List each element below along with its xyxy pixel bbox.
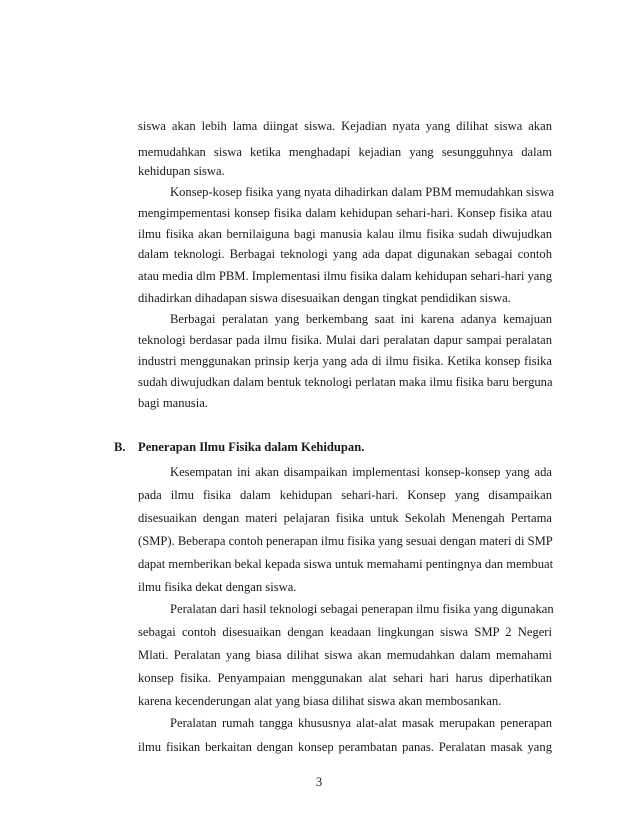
paragraph-2-line-6: dihadirkan dihadapan siswa disesuaikan dengan tingkat pendidikan siswa. (138, 291, 511, 305)
paragraph-1-line-2: memudahkan siswa ketika menghadapi kejadian yang sesungguhnya dalam (138, 145, 552, 159)
paragraph-4-line-1: Kesempatan ini akan disampaikan implementasi konsep-konsep yang ada (170, 465, 552, 479)
paragraph-6-line-1: Peralatan rumah tangga khususnya alat-alat masak merupakan penerapan (170, 716, 552, 730)
paragraph-2-line-1: Konsep-kosep fisika yang nyata dihadirkan dalam PBM memudahkan siswa (170, 185, 555, 199)
paragraph-3-line-1: Berbagai peralatan yang berkembang saat ini karena adanya kemajuan (170, 312, 552, 326)
paragraph-5-line-3: Mlati. Peralatan yang biasa dilihat siswa akan memudahkan dalam memahami (138, 648, 552, 662)
paragraph-2-line-3: ilmu fisika akan bernilaiguna bagi manusia kalau ilmu fisika sudah diwujudkan (138, 227, 552, 241)
paragraph-4-line-6: ilmu fisika dekat dengan siswa. (138, 580, 297, 594)
paragraph-6-line-2: ilmu fisikan berkaitan dengan konsep perambatan panas. Peralatan masak yang (138, 740, 552, 754)
paragraph-3-line-2: teknologi berdasar pada ilmu fisika. Mulai dari peralatan dapur sampai peralatan (138, 333, 552, 347)
paragraph-4-line-2: pada ilmu fisika dalam kehidupan sehari-hari. Konsep yang disampaikan (138, 488, 552, 502)
paragraph-5-line-1: Peralatan dari hasil teknologi sebagai penerapan ilmu fisika yang digunakan (170, 602, 554, 616)
paragraph-5-line-2: sebagai contoh disesuaikan dengan keadaan lingkungan siswa SMP 2 Negeri (138, 625, 552, 639)
paragraph-1-line-1: siswa akan lebih lama diingat siswa. Kejadian nyata yang dilihat siswa akan (138, 119, 552, 133)
paragraph-5-line-5: karena kecenderungan alat yang biasa dilihat siswa akan membosankan. (138, 694, 502, 708)
paragraph-4-line-3: disesuaikan dengan materi pelajaran fisika untuk Sekolah Menengah Pertama (138, 511, 552, 525)
paragraph-3-line-3: industri menggunakan prinsip kerja yang ada di ilmu fisika. Ketika konsep fisika (138, 354, 552, 368)
paragraph-2-line-2: mengimpementasi konsep fisika dalam kehidupan sehari-hari. Konsep fisika atau (138, 206, 552, 220)
paragraph-2-line-5: atau media dlm PBM. Implementasi ilmu fisika dalam kehidupan sehari-hari yang (138, 269, 552, 283)
paragraph-4-line-5: dapat memberikan bekal kepada siswa untuk memahami pentingnya dan membuat (138, 557, 554, 571)
paragraph-3-line-4: sudah diwujudkan dalam bentuk teknologi perlatan maka ilmu fisika baru berguna (138, 375, 553, 389)
paragraph-1-line-3: kehidupan siswa. (138, 164, 225, 178)
paragraph-2-line-4: dalam teknologi. Berbagai teknologi yang ada dapat digunakan sebagai contoh (138, 247, 552, 261)
page-number: 3 (315, 775, 323, 789)
paragraph-3-line-5: bagi manusia. (138, 396, 208, 410)
section-b-title: Penerapan Ilmu Fisika dalam Kehidupan. (138, 440, 365, 454)
section-b-letter: B. (114, 440, 126, 454)
paragraph-5-line-4: konsep fisika. Penyampaian menggunakan alat sehari hari harus diperhatikan (138, 671, 552, 685)
paragraph-4-line-4: (SMP). Beberapa contoh penerapan ilmu fisika yang sesuai dengan materi di SMP (138, 534, 553, 548)
